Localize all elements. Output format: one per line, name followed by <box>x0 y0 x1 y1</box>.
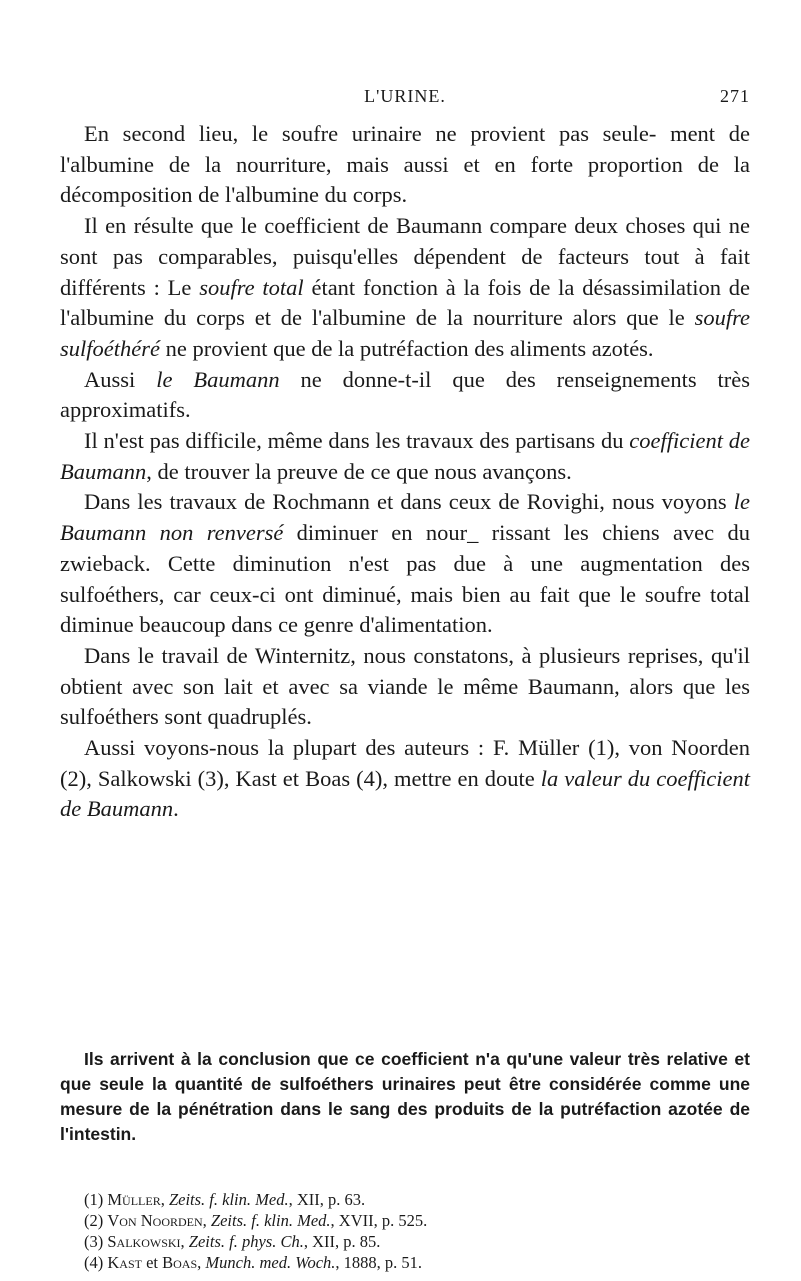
footnote-number: (2) <box>84 1211 104 1230</box>
text-run: Aussi voyons-nous la plupart des auteurs : F. Müller (1), von Noorden (2), Salkowski (3), Kast et Boas (4), mettre en doute <box>60 735 750 791</box>
italic-run: coefficient de Baumann <box>60 428 750 484</box>
conclusion-text: Ils arrivent à la conclusion que ce coefficient n'a qu'une valeur très relative et que seule la quantité de sulfoéthers urinaires peut être considérée comme une mesure de la pénétration dans le sang des produits de la putréfaction azotée de l'intestin. <box>60 1049 750 1144</box>
text-run: . <box>173 796 179 822</box>
footnote-author-join: et <box>146 1253 159 1272</box>
footnote-source: Munch. med. Woch. <box>205 1253 336 1272</box>
footnote-source: Zeits. f. phys. Ch. <box>188 1232 304 1251</box>
text-run: Dans les travaux de Rochmann et dans ceux de Rovighi, nous voyons <box>84 489 734 515</box>
footnote-author: Von Noorden <box>107 1211 203 1230</box>
paragraph-p1 <box>60 119 750 211</box>
footnote-details: , 1888, p. 51. <box>335 1253 423 1272</box>
italic-run: la valeur du coefficient de Baumann <box>60 765 751 822</box>
footnote-3: (3) Salkowski, Zeits. f. phys. Ch., XII, p. 85. <box>84 1232 381 1251</box>
book-page <box>60 0 750 1281</box>
running-head <box>60 86 750 110</box>
text-run: Dans le travail de Winternitz, nous constatons, à plusieurs reprises, qu'il obtient avec son lait et avec sa viande le même Baumann, alors que les sulfoéthers sont quadruplés. <box>60 642 750 730</box>
paragraph-p5 <box>60 487 750 641</box>
text-run: En second lieu, le soufre urinaire ne provient pas seule- ment de l'albumine de la nourriture, mais aussi et en forte proportion de la décomposition de l'albumine du corps. <box>60 121 750 208</box>
text-run: étant fonction à la fois de la désassimilation de l'albumine du corps et de l'albumine de la nourriture alors que le <box>60 274 750 331</box>
italic-run: soufre sulfoéthéré <box>60 305 750 361</box>
footnote-number: (3) <box>84 1232 104 1251</box>
footnote-source: Zeits. f. klin. Med. <box>168 1190 289 1209</box>
italic-run: le Baumann <box>156 366 280 392</box>
text-run: ne provient que de la putréfaction des aliments azotés. <box>159 335 654 361</box>
footnote-details: , XII, p. 63. <box>288 1190 366 1209</box>
paragraph-p4 <box>60 426 750 487</box>
page-number: 271 <box>720 86 750 106</box>
text-run: Aussi <box>84 366 157 392</box>
footnote-details: , XVII, p. 525. <box>330 1211 428 1230</box>
footnote-1: (1) Müller, Zeits. f. klin. Med., XII, p. 63. <box>84 1190 366 1209</box>
text-run: , de trouver la preuve de ce que nous avançons. <box>146 458 572 484</box>
text-run: Il en résulte que le coefficient de Baumann compare deux choses qui ne sont pas comparables, puisqu'elles dépendent de facteurs tout à fait différents : Le <box>60 213 750 300</box>
paragraph-p7 <box>60 733 750 825</box>
text-run: ne donne-t-il que des renseignements très approximatifs. <box>60 366 750 423</box>
footnote-author: Kast <box>107 1253 142 1272</box>
paragraph-p2 <box>60 211 750 365</box>
text-run: Il n'est pas difficile, même dans les travaux des partisans du <box>84 428 630 454</box>
footnote-number: (1) <box>84 1190 104 1209</box>
running-title: L'URINE. <box>364 86 446 106</box>
footnotes <box>60 1189 750 1273</box>
paragraph-p3 <box>60 365 750 426</box>
footnote-2: (2) Von Noorden, Zeits. f. klin. Med., XVII, p. 525. <box>84 1211 428 1230</box>
paragraph-p6 <box>60 641 750 733</box>
footnote-4: (4) Kast et Boas, Munch. med. Woch., 1888, p. 51. <box>84 1253 423 1272</box>
footnote-author: Boas <box>162 1253 198 1272</box>
conclusion-paragraph <box>60 1047 750 1147</box>
italic-run: le Baumann non renversé <box>60 489 750 546</box>
footnote-source: Zeits. f. klin. Med. <box>210 1211 331 1230</box>
italic-run: soufre total <box>199 274 304 300</box>
footnote-author: Müller <box>107 1190 161 1209</box>
footnote-details: , XII, p. 85. <box>303 1232 381 1251</box>
footnote-number: (4) <box>84 1253 104 1272</box>
text-run: diminuer en nour_ rissant les chiens avec du zwieback. Cette diminution n'est pas due à une augmentation des sulfoéthers, car ceux-ci ont diminué, mais bien au fait que le soufre total diminue beaucoup dans ce genre d'alimentation. <box>60 520 751 638</box>
footnote-author: Salkowski <box>107 1232 181 1251</box>
body-text <box>60 119 750 825</box>
